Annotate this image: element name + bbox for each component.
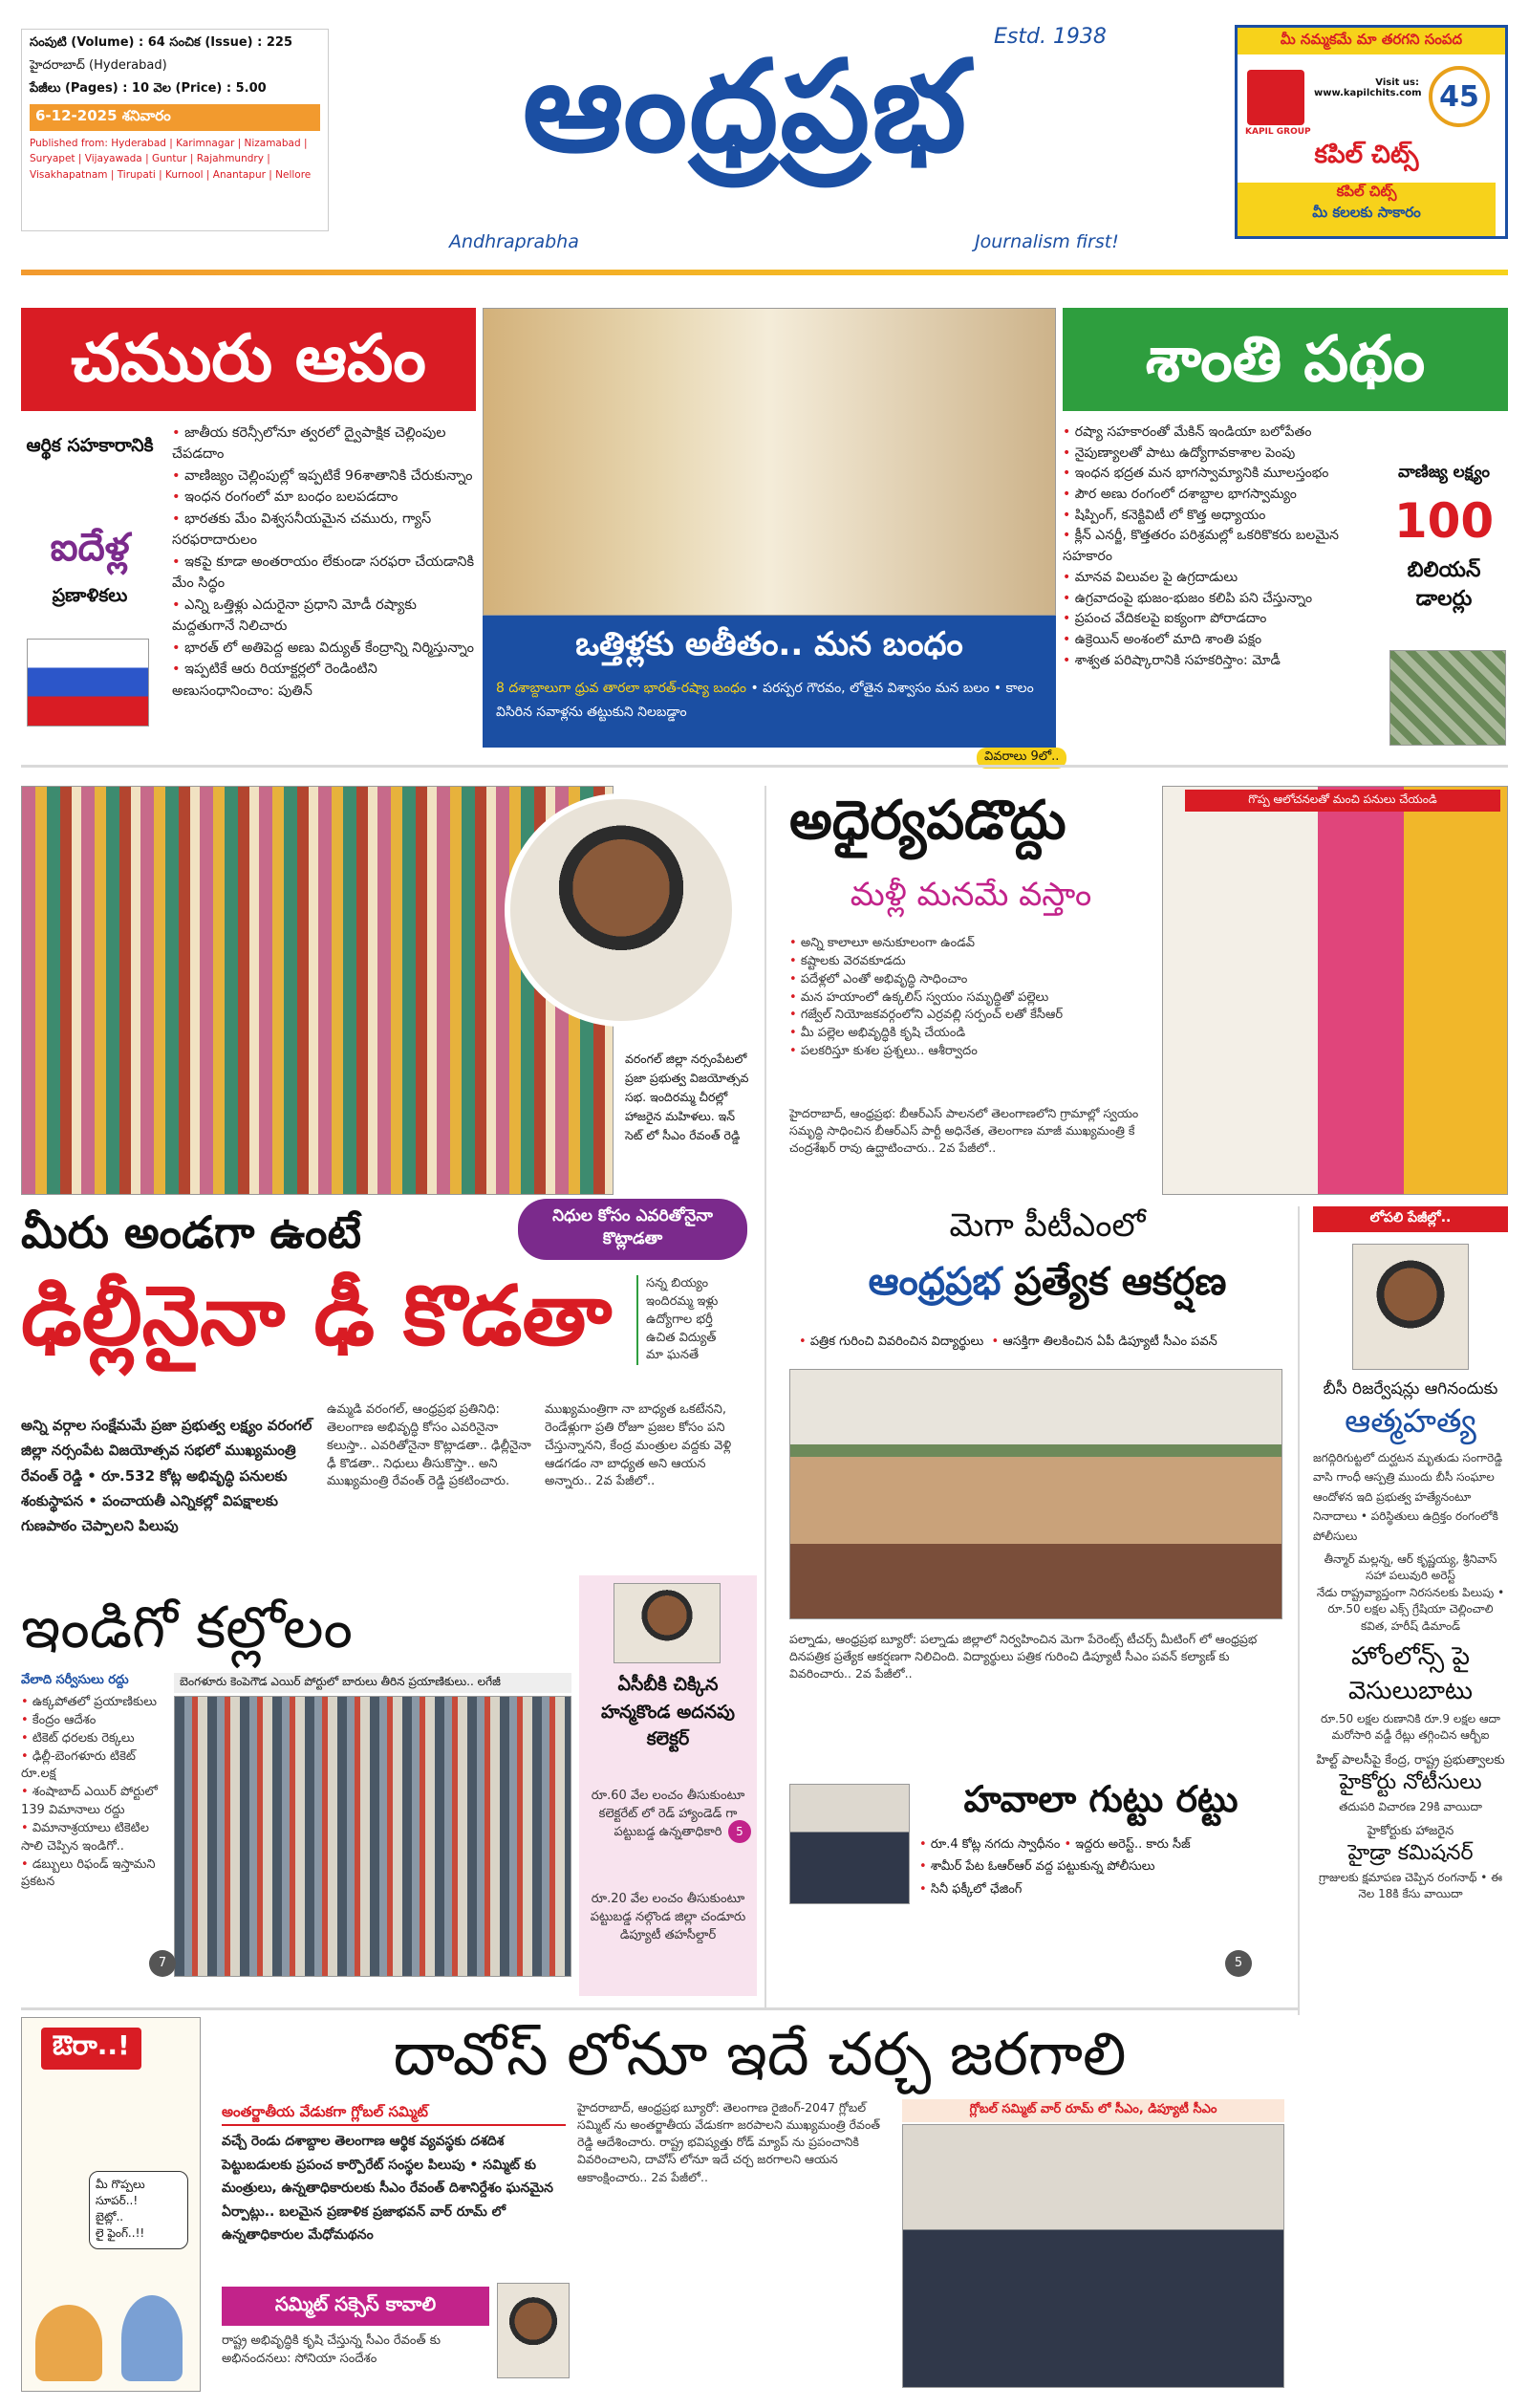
right-bullet: • పౌర అణు రంగంలో దశాబ్దాల భాగస్వామ్యం [1063,485,1368,506]
kcr-bullets [789,935,1152,1061]
davos-kicker: అంతర్జాతీయ వేడుకగా గ్లోబల్ సమ్మిట్ [222,2103,566,2126]
hawala-bullet: • రూ.4 కోట్ల నగదు స్వాధీనం [919,1837,1060,1852]
ptm-headline-rest: ప్రత్యేక ఆకర్షణ [1014,1260,1227,1304]
ptm-kicker: మెగా పీటీఎంలో [949,1206,1146,1245]
right-bullet: • ఉక్రెయిన్ అంశంలో మాది శాంతి పక్షం [1063,630,1368,651]
indigo-bullet: • విమానాశ్రయాలు టికెటిల సాలి చెప్పిన ఇండిగో.. [21,1820,166,1856]
collector-box [579,1575,757,1996]
right-bullet: • మానవ విలువల పై ఉగ్రదాడులు [1063,568,1368,589]
cartoon-figure [35,2305,102,2381]
right-bullet-list [1063,423,1368,671]
section-divider [21,765,1508,768]
right-box-big: 100 [1393,493,1495,549]
kcr-bullet: • పలకరిస్తూ కుశల ప్రశ్నలు.. ఆశీర్వాదం [789,1043,1152,1061]
kcr-bullet: • మన హయాంలో ఉక్కలిస్ స్వయం సమృద్ధితో పల్లెలు [789,989,1152,1008]
inside-s1-big: ఆత్మహత్య [1345,1402,1476,1441]
left-bullet: • ఎన్ని ఒత్తిళ్లు ఎదురైనా ప్రధాని మోడీ రష్యాకు మద్దతుగానే నిలిచారు [172,595,476,638]
collector-item-2: రూ.20 వేల లంచం తీసుకుంటూ పట్టుబడ్డ నల్గొండ జిల్లా చండూరు డిప్యూటీ తహసీల్దార్ [590,1892,746,1942]
left-bullet: • ఇప్పటికే ఆరు రియాక్టర్లలో రెండింటిని అణుసంధానించాం: పుతిన్ [172,659,476,702]
kcr-headline: అధైర్యపడొద్దు [789,790,1066,852]
collector-photo [614,1583,721,1663]
column-divider [1298,1206,1300,2015]
revanth-inset-photo [505,793,738,1027]
kcr-subhead: మళ్లీ మనమే వస్తాం [850,876,1092,914]
anniversary-badge: 45 [1429,66,1490,127]
revanth-headline-1: మీరు అండగా ఉంటే [21,1206,361,1258]
kcr-body: హైదరాబాద్, ఆంధ్రప్రభ: బీఆర్ఎస్ పాలనలో తెలంగాణలోని గ్రామాల్లో స్వయం సమృద్ధి సాధించిన బీఆర్ఎస్ పార్టీ అధినేత, తెలంగాణ మాజీ ముఖ్యమంత్రి కే చంద్రశేఖర్ రావు ఉద్ఘాటించారు.. 2వ పేజీలో.. [789,1106,1139,1156]
tagline: Journalism first! [975,231,1119,252]
ptm-headline-brand: ఆంధ్రప్రభ [868,1260,1001,1304]
left-bullet: • ఇంధన రంగంలో మా బంధం బలపడదాం [172,487,476,508]
left-box-label: ఆర్థిక సహకారానికి [26,435,154,456]
right-bullet: • క్లీన్ ఎనర్జీ, కొత్తతరం పరిశ్రమల్లో ఒకరికొకరు బలమైన సహకారం [1063,526,1368,567]
inside-s5-big: హైడ్రా కమిషనర్ [1347,1840,1474,1865]
center-bullets: 8 దశాబ్దాలుగా ధ్రువ తారలా భారత్-రష్యా బంధం • పరస్పర గౌరవం, లోతైన విశ్వాసం మన బలం • కాలం విసిరిన సవాళ్లను తట్టుకుని నిలబడ్డాం [483,673,1056,748]
hawala-headline: హవాలా గుట్టు రట్టు [963,1778,1238,1820]
right-bullet: • రష్యా సహకారంతో మేకిన్ ఇండియా బలోపేతం [1063,423,1368,444]
collector-item-1: రూ.60 వేల లంచం తీసుకుంటూ కలెక్టరేట్ లో రెడ్ హ్యాండెడ్ గా పట్టుబడ్డ ఉన్నతాధికారి [591,1789,745,1839]
war-room-photo [902,2124,1284,2388]
indigo-headline: ఇండిగో కల్లోలం [21,1594,353,1661]
collector-page-ref[interactable]: 5 [728,1820,751,1843]
inside-s1-body: జగద్గిరిగుట్టలో దుర్ఘటన మృతుడు సంగారెడ్డి వాసి గాంధీ ఆస్పత్రి ముందు బీసీ సంఘాల ఆందోళన ఇది ప్రభుత్వ హత్యేనంటూ నినాదాలు • పరిస్థితులు ఉద్రిక్తం రంగంలోకి పోలీసులు [1313,1451,1503,1543]
volume-issue: సంపుటి (Volume) : 64 సంచిక (Issue) : 225 [30,35,292,50]
kapil-logo [1247,70,1304,125]
kapil-chits-ad[interactable] [1235,25,1508,239]
indigo-bullet: • డబ్బులు రిఫండ్ ఇస్తామని ప్రకటన [21,1856,166,1893]
side-item: మా ఘనతే [646,1348,700,1363]
ptm-bullet: • ఆసక్తిగా తిలకించిన ఏపీ డిప్యూటీ సీఎం పవన్ [992,1334,1217,1349]
left-bullet: • వాణిజ్యం చెల్లింపుల్లో ఇప్పటికే 96శాతానికి చేరుకున్నాం [172,466,476,487]
revanth-headline-2: ఢిల్లీనైనా ఢీ కొడతా [21,1269,613,1364]
revanth-lead: అన్ని వర్గాల సంక్షేమమే ప్రజా ప్రభుత్వ లక్ష్యం వరంగల్ జిల్లా నర్సంపేట విజయోత్సవ సభలో ముఖ్యమంత్రి రేవంత్ రెడ్డి • రూ.532 కోట్ల అభివృద్ధి పనులకు శంకుస్థాపన • పంచాయతీ ఎన్నికల్లో విపక్షాలకు గుణపాఠం చెప్పాలని పిలుపు [21,1417,312,1534]
hawala-bullet: • ఇద్దరు అరెస్ట్.. కారు సీజ్ [1064,1837,1190,1852]
ad-top-line: మీ నమ్మకమే మా తరగని సంపద [1238,28,1505,54]
column-divider [764,786,766,2007]
cartoon-line: మీ గొప్పలు సూపర్..! [96,2178,145,2207]
indigo-bullet: • శంషాబాద్ ఎయిర్ పోర్టులో 139 విమానాలు రద్దు [21,1784,166,1820]
ptm-headline [789,1260,1305,1313]
ad-line1: కపిల్ చిట్స్ [1336,183,1397,200]
summit-pill-sub: రాష్ట్ర అభివృద్ధికి కృషి చేస్తున్న సీఎం రేవంత్ కు అభినందనలు: సోనియా సందేశం [222,2333,441,2366]
revanth-body-2: ముఖ్యమంత్రిగా నా బాధ్యత ఒకటేనని, రెండేళ్లుగా ప్రతి రోజూ ప్రజల కోసం పని చేస్తున్నానని, కేంద్ర మంత్రుల వద్దకు వెళ్లి ఆడగడం నా బాధ్యత అని ఆయన అన్నారు.. 2వ పేజీలో.. [545,1402,732,1489]
left-bullet: • ఇకపై కూడా అంతరాయం లేకుండా సరఫరా చేయడానికి మేం సిద్ధం [172,552,476,595]
cartoon-title: ఔరా..! [41,2028,141,2070]
cartoon-line: బైట్లో.. [96,2210,124,2224]
left-bullet: • భారత్ లో అతిపెద్ద అణు విద్యుత్ కేంద్రాన్ని నిర్మిస్తున్నాం [172,638,476,659]
davos-body: హైదరాబాద్, ఆంధ్రప్రభ బ్యూరో: తెలంగాణ రైజింగ్-2047 గ్లోబల్ సమ్మిట్ ను అంతర్జాతీయ వేడుకగా జరపాలని ముఖ్యమంత్రి రేవంత్ రెడ్డి ఆదేశించారు. రాష్ట్ర భవిష్యత్తు రోడ్ మ్యాప్ ను ప్రపంచానికి వివరించాలని, దావోస్ లోనూ ఇదే చర్చ జరగాలని ఆయన ఆకాంక్షించారు.. 2వ పేజీలో.. [577,2100,881,2184]
right-bullet: • ప్రపంచ వేదికలపై ఐక్యంగా పోరాడదాం [1063,609,1368,630]
ptm-bullet: • పత్రిక గురించి వివరించిన విద్యార్థులు [799,1334,983,1349]
inside-s5-body: గ్రాజులకు క్షమాపణ చెప్పిన రంగనాథ్ • ఈ నెల 18కి కేసు వాయిదా [1318,1870,1503,1901]
revanth-side-list [636,1275,751,1365]
inside-pages-column [1313,1206,1508,2373]
indigo-bullets [21,1694,166,1892]
inside-s4-big: హైకోర్టు నోటీసులు [1339,1769,1482,1794]
inside-s4-head: హిల్ట్ పాలసీపై కేంద్ర, రాష్ట్ర ప్రభుత్వాలకు [1316,1752,1505,1768]
sonia-photo [497,2283,570,2378]
ad-line2: మీ కలలకు సాకారం [1312,204,1421,221]
kcr-bullet: • మీ పల్లెల అభివృద్ధికి కృషి చేయండి [789,1025,1152,1043]
kcr-bullet: • పదేళ్లలో ఎంతో అభివృద్ధి సాధించాం [789,971,1152,989]
kcr-ribbon: గొప్ప ఆలోచనలతో మంచి పనులు చేయండి [1185,790,1500,812]
kcr-bullet: • అన్ని కాలాలూ అనుకూలంగా ఉండవ్ [789,935,1152,953]
cartoon-box [21,2017,201,2392]
center-bullet: పరస్పర గౌరవం, లోతైన విశ్వాసం మన బలం [763,681,990,696]
chamuru-banner: చమురు ఆపం [21,308,476,411]
airport-photo [174,1696,571,1977]
right-bullet: • నైపుణ్యాలతో పాటు ఉద్యోగావకాశాల పెంపు [1063,444,1368,465]
cartoon-bubble [89,2171,188,2249]
right-box-label: వాణిజ్య లక్ష్యం [1397,463,1491,482]
right-box-sub: బిలియన్ డాలర్లు [1407,558,1481,611]
indigo-page-ref[interactable]: 7 [149,1950,176,1977]
side-item: ఇందిరమ్మ ఇళ్లు [646,1293,719,1309]
hawala-page-ref[interactable]: 5 [1225,1950,1252,1977]
right-bullet: • ఇంధన భద్రత మన భాగస్వామ్యానికి మూలస్తంభం [1063,464,1368,485]
center-caption: ఒత్తిళ్లకు అతీతం.. మన బంధం [483,616,1056,673]
left-bullet: • జాతీయ కరెన్సీలోనూ త్వరలో ద్వైపాక్షిక చెల్లింపుల చేపడదాం [172,423,476,466]
edition-city: హైదరాబాద్ (Hyderabad) [30,58,167,73]
revanth-body-1: ఉమ్మడి వరంగల్, ఆంధ్రప్రభ ప్రతినిధి: తెలంగాణ అభివృద్ధి కోసం ఎవరినైనా కలుస్తా.. ఎవరితోనైనా కొట్లాడతా.. ఢిల్లీనైనా ఢీ కొడతా.. నిధులు తీసుకొస్తా.. అని ముఖ్యమంత్రి రేవంత్ రెడ్డి ప్రకటించారు. [327,1402,531,1489]
kcr-photo [1162,786,1508,1195]
inside-s2-head: తీన్మార్ మల్లన్న, ఆర్ కృష్ణయ్య, శ్రీనివాస్ సహా పలువురి అరెస్ట్ [1324,1551,1497,1583]
inside-label: లోపలి పేజీల్లో.. [1313,1206,1508,1232]
inside-s2-body: నేడు రాష్ట్రవ్యాప్తంగా నిరసనలకు పిలుపు • రూ.50 లక్షల ఎక్స్ గ్రేషియా చెల్లించాలి కవిత, హరీష్ డిమాండ్ [1316,1585,1505,1633]
indigo-photo-caption: బెంగళూరు కెంపెగౌడ ఎయిర్ పోర్టులో బారులు తీరిన ప్రయాణికులు.. లగేజీ [174,1673,571,1693]
summit-success-pill: సమ్మిట్ సక్సెస్ కావాలి [222,2287,489,2326]
davos-lead: వచ్చే రెండు దశాబ్దాల తెలంగాణ ఆర్థిక వ్యవస్థకు దశదిశ పెట్టుబడులకు ప్రపంచ కార్పొరేట్ సంస్థల పిలుపు • సమ్మిట్ కు మంత్రులు, ఉన్నతాధికారులకు సీఎం రేవంత్ దిశానిర్దేశం ఘనమైన ఏర్పాట్లు.. బలమైన ప్రణాళిక ప్రజాభవన్ వార్ రూమ్ లో ఉన్నతాధికారుల మేధోమథనం [222,2134,553,2243]
kcr-bullet: • కష్టాలకు వెరవకూడదు [789,953,1152,971]
cartoon-figure [121,2295,183,2381]
left-box-sub: ప్రణాళికలు [52,585,128,606]
center-bullet: 8 దశాబ్దాలుగా ధ్రువ తారలా భారత్-రష్యా బంధం [496,681,746,696]
newspaper-logo: ఆంధ్రప్రభ [522,33,969,181]
collector-headline: ఏసీబీకి చిక్కిన హన్మకొండ అదనపు కలెక్టర్ [600,1674,736,1749]
right-bullet: • శాశ్వత పరిష్కారానికి సహకరిస్తాం: మోడీ [1063,651,1368,672]
putin-modi-photo [483,308,1056,616]
hawala-bullets [919,1833,1282,1900]
ad-bottom [1238,183,1496,236]
logo-romanized: Andhraprabha [449,231,579,252]
section-divider [21,2007,1298,2010]
russia-oil-image [27,639,149,727]
ptm-body: పల్నాడు, ఆంధ్రప్రభ బ్యూరో: పల్నాడు జిల్లాలో నిర్వహించిన మెగా పేరెంట్స్ టీచర్స్ మీటింగ్ లో ఆంధ్రప్రభ దినపత్రిక ప్రత్యేక ఆకర్షణగా నిలిచింది. విద్యార్థులు పత్రిక గురించి డిప్యూటీ సీఎం పవన్ కల్యాణ్ కు వివరించారు.. 2వ పేజీలో.. [789,1632,1258,1681]
side-item: సన్న బియ్యం [646,1276,709,1291]
indigo-bullet: • టికెట్ ధరలకు రెక్కలు [21,1730,166,1748]
masthead-meta-box [21,29,329,231]
inside-s1-head: బీసీ రిజర్వేషన్లు ఆగినందుకు [1323,1379,1498,1399]
davos-headline: దావోస్ లోనూ ఇదే చర్చ జరగాలి [393,2019,1127,2089]
kcr-bullet: • గజ్వేల్ నియోజకవర్గంలోని ఎర్రవల్లి సర్పంచ్ లతో కేసీఆర్ [789,1007,1152,1025]
shanti-banner: శాంతి పథం [1063,308,1508,411]
suicide-victim-photo [1352,1244,1469,1370]
cartoon-line: లై ఫైంగ్..!! [96,2226,145,2240]
indigo-kicker: వేలాది సర్వీసులు రద్దు [21,1673,129,1687]
hawala-bullet: • సినీ ఫక్కీలో ఛేజింగ్ [919,1882,1022,1897]
estd-label: Estd. 1938 [994,25,1107,49]
war-room-caption: గ్లోబల్ సమ్మిట్ వార్ రూమ్ లో సీఎం, డిప్యూటీ సీఎం [902,2099,1284,2122]
center-bullet: కాలం విసిరిన సవాళ్లను తట్టుకుని నిలబడ్డాం [496,681,1034,720]
ptm-bullets [799,1334,1296,1352]
indigo-bullet: • ఢిల్లీ-బెంగళూరు టికెట్ రూ.లక్ష [21,1748,166,1785]
published-from: Published from: Hyderabad | Karimnagar | Nizamabad | Suryapet | Vijayawada | Guntur | Rajahmundry | Visakhapatnam | Tirupati | Kurnool | Anantapur | Nellore [30,138,312,181]
rally-photo-caption: వరంగల్ జిల్లా నర్సంపేటలో ప్రజా ప్రభుత్వ విజయోత్సవ సభ. ఇందిరమ్మ చీరల్లో హాజరైన మహిళలు. ఇన్ సెట్ లో సీఎం రేవంత్ రెడ్డి [625,1052,749,1142]
inside-s5-head: హైకోర్టుకు హాజరైన [1367,1823,1454,1838]
left-bullet: • భారతకు మేం విశ్వసనీయమైన చమురు, గ్యాస్ సరఫరాదారులం [172,509,476,552]
left-box-big: ఐదేళ్ల [50,526,130,570]
revanth-pill: నిధుల కోసం ఎవరితోనైనా కొట్లాడతా [518,1199,747,1260]
inside-s3-big: హోంలోన్స్ పై వెసులుబాటు [1347,1641,1474,1705]
ad-group: KAPIL GROUP [1245,127,1311,137]
inside-s3-body: రూ.50 లక్షల రుణానికి రూ.9 లక్షల ఆదా మరోసారి వడ్డీ రేట్లు తగ్గించిన ఆర్బీఐ [1320,1711,1501,1743]
side-item: ఉద్యోగాల భర్తీ [646,1312,713,1327]
right-bullet: • ఉగ్రవాదంపై భుజం-భుజం కలిపి పని చేస్తున్నాం [1063,589,1368,610]
ptm-photo [789,1369,1282,1619]
right-bullet: • షిప్పింగ్, కనెక్టివిటీ లో కొత్త అధ్యాయం [1063,506,1368,527]
ad-brand: కపిల్ చిట్స్ [1314,141,1419,169]
issue-date: 6-12-2025 శనివారం [30,104,320,131]
masthead-rule [21,270,1508,275]
left-bullet-list [172,423,476,702]
side-item: ఉచిత విద్యుత్ [646,1330,717,1345]
pages-price: పేజీలు (Pages) : 10 వెల (Price) : 5.00 [30,81,267,96]
hawala-bullet: • శామీర్ పేట ఓఆర్ఆర్ వద్ద పట్టుకున్న పోలీసులు [919,1859,1155,1874]
details-ref[interactable]: వివరాలు 9లో.. [977,748,1066,769]
inside-s4-body: తదుపరి విచారణ 29కి వాయిదా [1339,1799,1482,1813]
ad-visit: Visit us: www.kapilchits.com [1314,77,1422,98]
dollars-image [1389,650,1506,746]
hawala-photo [789,1784,910,1904]
indigo-bullet: • కేంద్రం ఆదేశం [21,1712,166,1730]
indigo-bullet: • ఉక్కపోతలో ప్రయాణికులు [21,1694,166,1712]
